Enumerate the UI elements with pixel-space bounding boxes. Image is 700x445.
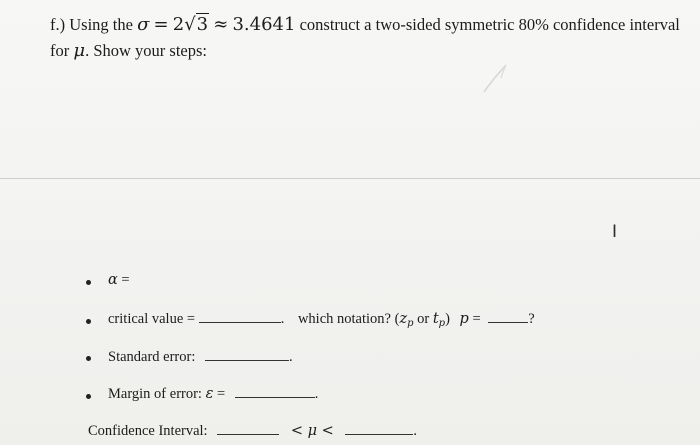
z-subscript: p [407,318,414,329]
bullet-margin-error [86,394,91,399]
question-text-before: Using the [69,15,133,34]
margin-error-label: Margin of error: [108,386,202,402]
question-mark: ? [528,311,535,327]
notation-label: which notation? [297,311,391,327]
margin-error-end: . [314,386,319,402]
p-equals: = [472,311,481,327]
approx-sign: ≈ [213,14,229,35]
text-cursor-icon: I [612,222,618,242]
notation-open: ( [394,311,400,327]
critical-value-label: critical value = [108,311,196,327]
t-subscript: p [438,318,446,329]
confidence-interval-label: Confidence Interval: [88,423,208,439]
alpha-equals: = [121,272,130,288]
ci-upper-blank[interactable] [345,422,413,435]
critical-value-row [108,310,535,329]
bullet-critical [86,319,91,324]
bullet-standard-error [86,356,91,361]
ci-lower-blank[interactable] [217,422,279,435]
bullet-alpha [86,280,91,285]
ci-middle: < μ < [290,423,334,439]
question-for: for [50,41,70,60]
alpha-row [108,272,130,289]
epsilon-symbol: ε [205,386,214,402]
alpha-symbol: α [108,272,118,288]
margin-error-row [108,385,318,403]
sqrt-radicand: 3 [196,14,209,35]
question-line-1 [50,13,680,35]
equals-sign: = [153,14,169,35]
p-value-blank[interactable] [488,310,528,323]
margin-error-equals: = [216,386,226,402]
notation-close: ) [445,311,450,327]
sqrt-symbol: √ [184,14,196,35]
question-text-after: construct a two-sided symmetric 80% confidence interval [299,15,680,34]
standard-error-end: . [289,349,293,365]
margin-error-blank[interactable] [235,385,315,398]
sigma-coefficient: 2 [172,14,185,35]
standard-error-row [108,348,293,366]
ci-end: . [413,423,418,439]
confidence-interval-row [88,422,417,440]
sigma-value: 3.4641 [232,14,296,35]
pen-stroke-icon [480,62,510,96]
standard-error-blank[interactable] [205,348,289,361]
critical-sep: . [280,311,285,327]
t-symbol: t [432,311,439,327]
standard-error-label: Standard error: [108,349,196,365]
question-line-2 [50,40,207,61]
p-symbol: p [459,311,469,327]
question-label: f.) [50,15,66,34]
mu-symbol: μ [73,40,86,61]
sigma-symbol: σ [137,14,150,35]
question-show-steps: . Show your steps: [85,41,207,60]
z-symbol: z [399,311,408,327]
or-text: or [417,311,430,327]
section-divider [0,178,700,179]
critical-value-blank[interactable] [199,310,281,323]
